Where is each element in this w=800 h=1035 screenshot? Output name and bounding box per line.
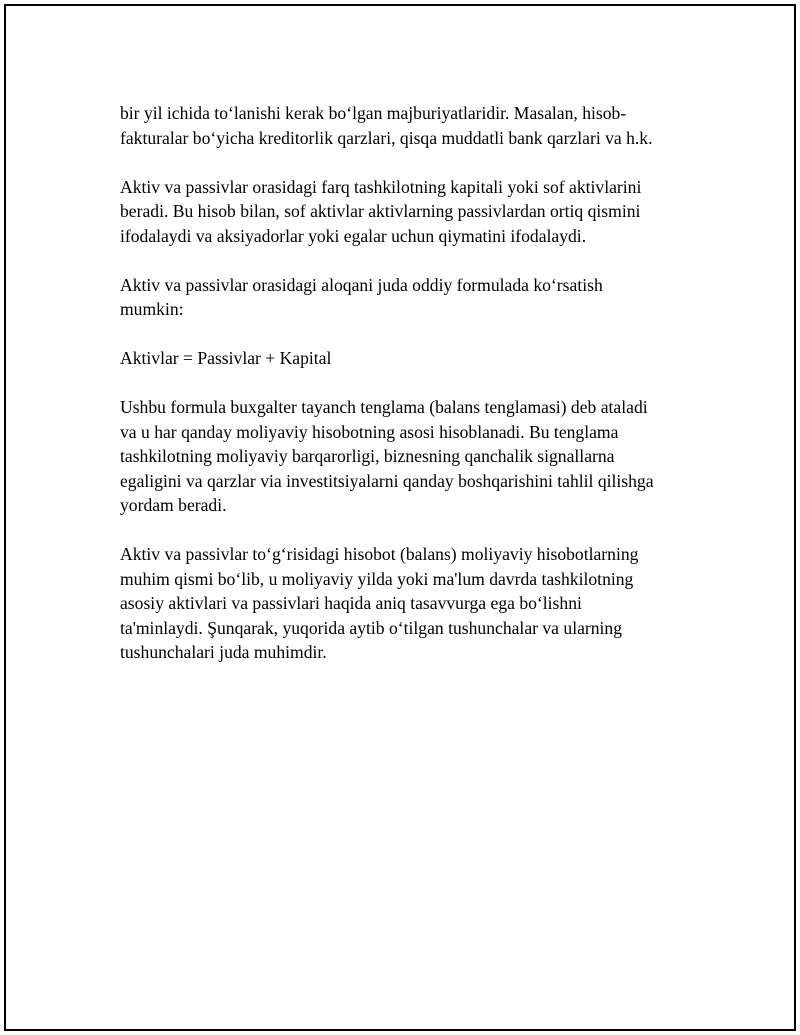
text-line: Ushbu formula buxgalter tayanch tenglama (balans tenglamasi) deb ataladi: [120, 397, 648, 417]
page-frame: [4, 4, 796, 1031]
paragraph-5: [120, 395, 690, 518]
paragraph-6: [120, 542, 690, 665]
text-line: va u har qanday moliyaviy hisobotning asosi hisoblanadi. Bu tenglama: [120, 421, 619, 442]
text-line: Aktiv va passivlar to‘g‘risidagi hisobot (balans) moliyaviy hisobotlarning: [120, 544, 639, 564]
formula-line: Aktivlar = Passivlar + Kapital: [120, 348, 332, 368]
text-line: yordam beradi.: [120, 495, 227, 515]
text-line: muhim qismi bo‘lib, u moliyaviy yilda yoki ma'lum davrda tashkilotning: [120, 568, 634, 589]
text-line: bir yil ichida to‘lanishi kerak bo‘lgan majburiyatlaridir. Masalan, hisob-: [120, 103, 627, 123]
text-line: tashkilotning moliyaviy barqarorligi, biznesning qanchalik signallarna: [120, 446, 615, 466]
text-line: mumkin:: [120, 299, 184, 319]
paragraph-3: [120, 273, 690, 322]
text-line: beradi. Bu hisob bilan, sof aktivlar aktivlarning passivlardan ortiq qismini: [120, 201, 641, 221]
paragraph-1: [120, 101, 690, 150]
text-line: asosiy aktivlari va passivlari haqida aniq tasavvurga ega bo‘lishni: [120, 593, 582, 613]
paragraph-2: [120, 175, 690, 249]
text-line: Aktiv va passivlar orasidagi aloqani juda oddiy formulada ko‘rsatish: [120, 274, 603, 295]
text-line: tushunchalari juda muhimdir.: [120, 642, 327, 662]
formula-paragraph: [120, 346, 690, 371]
text-line: egaligini va qarzlar via investitsiyalarni qanday boshqarishini tahlil qilishga: [120, 470, 654, 491]
text-line: fakturalar bo‘yicha kreditorlik qarzlari, qisqa muddatli bank qarzlari va h.k.: [120, 127, 653, 148]
text-line: ta'minlaydi. Şunqarak, yuqorida aytib o‘tilgan tushunchalar va ularning: [120, 617, 623, 638]
text-line: ifodalaydi va aksiyadorlar yoki egalar uchun qiymatini ifodalaydi.: [120, 225, 587, 246]
text-line: Aktiv va passivlar orasidagi farq tashkilotning kapitali yoki sof aktivlarini: [120, 176, 642, 197]
document-body: [120, 101, 690, 689]
